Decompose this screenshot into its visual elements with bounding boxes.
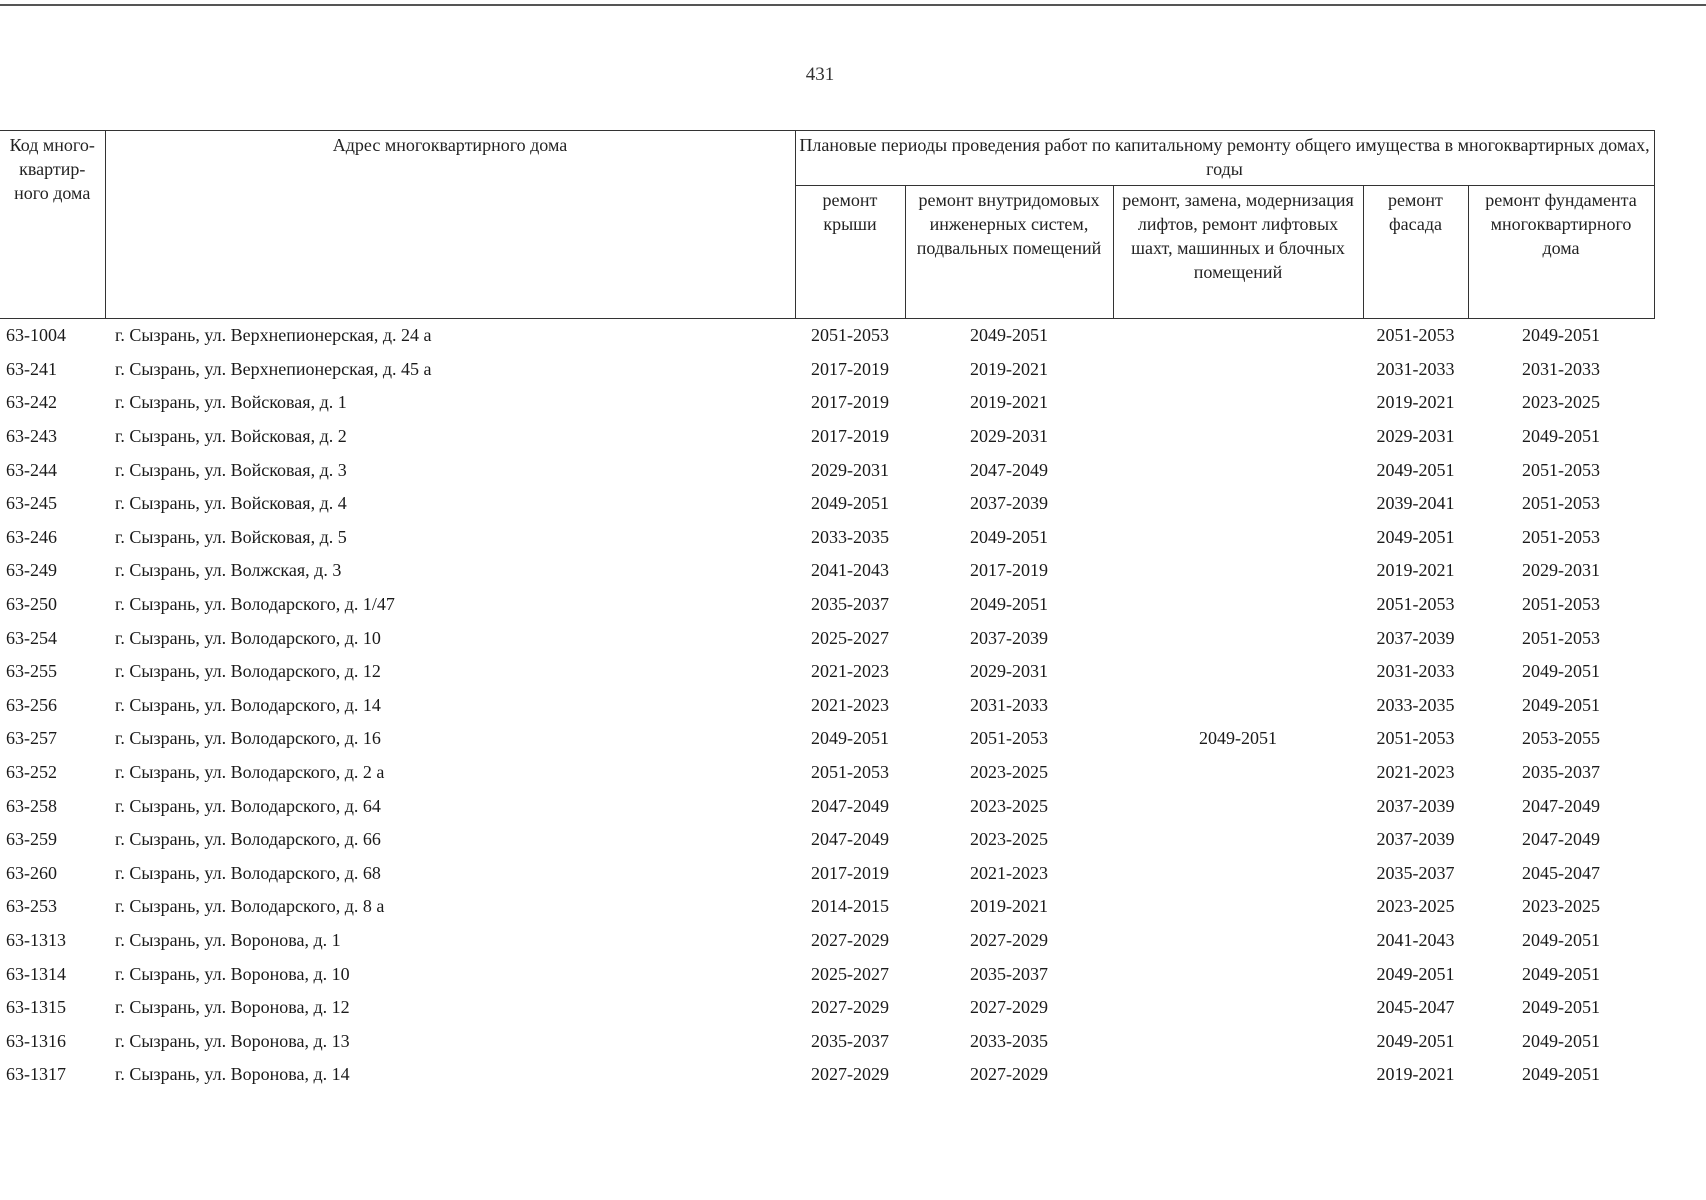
cell-roof-period: 2021-2023 (811, 694, 889, 715)
cell-elevators-period (1113, 453, 1363, 487)
cell-roof-period: 2027-2029 (811, 997, 889, 1018)
cell-code: 63-257 (6, 728, 57, 749)
cell-foundation-period: 2023-2025 (1522, 392, 1600, 413)
table-row (0, 386, 1654, 420)
cell-roof-period: 2033-2035 (811, 526, 889, 547)
cell-address: г. Сызрань, ул. Войсковая, д. 5 (115, 526, 347, 547)
cell-foundation-period: 2035-2037 (1522, 762, 1600, 783)
table-row (0, 890, 1654, 924)
cell-systems-period: 2049-2051 (970, 526, 1048, 547)
cell-code: 63-258 (6, 795, 57, 816)
cell-foundation-period: 2049-2051 (1522, 997, 1600, 1018)
cell-systems-period: 2023-2025 (970, 762, 1048, 783)
cell-code: 63-1315 (6, 997, 66, 1018)
cell-systems-period: 2037-2039 (970, 627, 1048, 648)
cell-code: 63-260 (6, 862, 57, 883)
cell-code: 63-254 (6, 627, 57, 648)
header-roof: ремонт крыши (795, 186, 905, 319)
cell-systems-period: 2023-2025 (970, 795, 1048, 816)
cell-code: 63-245 (6, 493, 57, 514)
cell-foundation-period: 2049-2051 (1522, 1030, 1600, 1051)
header-periods-group: Плановые периоды проведения работ по капитальному ремонту общего имущества в многоквартирных домах, годы (795, 131, 1654, 186)
table-row (0, 621, 1654, 655)
cell-elevators-period (1113, 554, 1363, 588)
cell-elevators-period (1113, 319, 1363, 353)
cell-foundation-period: 2051-2053 (1522, 627, 1600, 648)
cell-facade-period: 2051-2053 (1376, 594, 1455, 615)
cell-elevators-period (1113, 756, 1363, 790)
table-row (0, 420, 1654, 454)
cell-foundation-period: 2031-2033 (1522, 358, 1600, 379)
cell-systems-period: 2017-2019 (970, 560, 1048, 581)
cell-facade-period: 2049-2051 (1376, 459, 1455, 480)
cell-address: г. Сызрань, ул. Воронова, д. 1 (115, 929, 341, 950)
cell-code: 63-256 (6, 694, 57, 715)
cell-foundation-period: 2023-2025 (1522, 896, 1600, 917)
cell-foundation-period: 2051-2053 (1522, 526, 1600, 547)
cell-roof-period: 2049-2051 (811, 728, 889, 749)
cell-address: г. Сызрань, ул. Верхнепионерская, д. 24 а (105, 319, 795, 353)
cell-systems-period: 2027-2029 (970, 929, 1048, 950)
table-row (0, 689, 1654, 723)
cell-roof-period: 2017-2019 (811, 358, 889, 379)
cell-systems-period: 2049-2051 (970, 594, 1048, 615)
cell-facade-period: 2029-2031 (1376, 426, 1455, 447)
cell-systems-period: 2027-2029 (970, 1064, 1048, 1085)
cell-address: г. Сызрань, ул. Володарского, д. 8 а (115, 896, 385, 917)
cell-foundation-period: 2049-2051 (1522, 661, 1600, 682)
cell-elevators-period: 2049-2051 (1199, 728, 1277, 749)
cell-roof-period: 2029-2031 (811, 459, 889, 480)
cell-code: 63-249 (6, 560, 57, 581)
cell-roof-period: 2027-2029 (811, 1064, 889, 1085)
table-row (0, 789, 1654, 823)
cell-systems-period: 2029-2031 (970, 426, 1048, 447)
cell-foundation-period: 2053-2055 (1522, 728, 1600, 749)
cell-elevators-period (1113, 386, 1363, 420)
cell-address: г. Сызрань, ул. Володарского, д. 1/47 (115, 594, 395, 615)
cell-address: г. Сызрань, ул. Воронова, д. 14 (115, 1064, 350, 1085)
table-row (0, 554, 1654, 588)
cell-foundation-period: 2049-2051 (1522, 1064, 1600, 1085)
cell-roof-period: 2051-2053 (811, 762, 889, 783)
cell-roof-period: 2051-2053 (795, 319, 905, 353)
cell-code: 63-242 (6, 392, 57, 413)
cell-address: г. Сызрань, ул. Володарского, д. 14 (115, 694, 381, 715)
cell-foundation-period: 2047-2049 (1522, 829, 1600, 850)
header-systems: ремонт внутридомовых инженерных систем, подвальных помещений (905, 186, 1113, 319)
cell-facade-period: 2035-2037 (1376, 862, 1455, 883)
table-row (0, 991, 1654, 1025)
cell-foundation-period: 2051-2053 (1522, 459, 1600, 480)
cell-code: 63-1316 (6, 1030, 66, 1051)
cell-elevators-period (1113, 621, 1363, 655)
table-row (0, 521, 1654, 555)
cell-systems-period: 2049-2051 (905, 319, 1113, 353)
table-row (0, 655, 1654, 689)
header-code: Код много-квартир-ного дома (0, 131, 105, 319)
cell-foundation-period: 2051-2053 (1522, 493, 1600, 514)
cell-facade-period: 2051-2053 (1376, 728, 1455, 749)
cell-foundation-period: 2049-2051 (1468, 319, 1654, 353)
cell-facade-period: 2041-2043 (1376, 929, 1455, 950)
table-body (0, 319, 1654, 1092)
capital-repair-schedule-table (0, 130, 1655, 1092)
top-rule (0, 4, 1706, 6)
header-facade: ремонт фасада (1363, 186, 1468, 319)
table-row (0, 857, 1654, 891)
cell-elevators-period (1113, 1058, 1363, 1092)
page-number: 431 (805, 64, 835, 85)
cell-code: 63-244 (6, 459, 57, 480)
cell-roof-period: 2035-2037 (811, 1030, 889, 1051)
cell-systems-period: 2027-2029 (970, 997, 1048, 1018)
cell-elevators-period (1113, 689, 1363, 723)
cell-facade-period: 2023-2025 (1376, 896, 1455, 917)
cell-foundation-period: 2029-2031 (1522, 560, 1600, 581)
table-row (0, 1024, 1654, 1058)
cell-facade-period: 2019-2021 (1376, 392, 1455, 413)
cell-roof-period: 2017-2019 (811, 862, 889, 883)
cell-roof-period: 2017-2019 (811, 426, 889, 447)
cell-systems-period: 2029-2031 (970, 661, 1048, 682)
cell-elevators-period (1113, 823, 1363, 857)
cell-elevators-period (1113, 1024, 1363, 1058)
cell-code: 63-243 (6, 426, 57, 447)
cell-elevators-period (1113, 655, 1363, 689)
cell-roof-period: 2025-2027 (811, 963, 889, 984)
cell-code: 63-1314 (6, 963, 66, 984)
cell-systems-period: 2031-2033 (970, 694, 1048, 715)
cell-systems-period: 2037-2039 (970, 493, 1048, 514)
cell-elevators-period (1113, 588, 1363, 622)
header-foundation: ремонт фундамента многоквартирного дома (1468, 186, 1654, 319)
cell-roof-period: 2047-2049 (811, 829, 889, 850)
cell-elevators-period (1113, 957, 1363, 991)
cell-address: г. Сызрань, ул. Володарского, д. 10 (115, 627, 381, 648)
table-row (0, 756, 1654, 790)
cell-roof-period: 2021-2023 (811, 661, 889, 682)
table-row (0, 588, 1654, 622)
cell-roof-period: 2047-2049 (811, 795, 889, 816)
cell-facade-period: 2037-2039 (1376, 829, 1455, 850)
header-elevators: ремонт, замена, модернизация лифтов, ремонт лифтовых шахт, машинных и блочных помещений (1113, 186, 1363, 319)
cell-address: г. Сызрань, ул. Воронова, д. 10 (115, 963, 350, 984)
cell-address: г. Сызрань, ул. Воронова, д. 13 (115, 1030, 350, 1051)
cell-foundation-period: 2049-2051 (1522, 694, 1600, 715)
cell-code: 63-246 (6, 526, 57, 547)
cell-foundation-period: 2049-2051 (1522, 963, 1600, 984)
cell-roof-period: 2017-2019 (811, 392, 889, 413)
cell-facade-period: 2031-2033 (1376, 661, 1455, 682)
cell-code: 63-253 (6, 896, 57, 917)
cell-code: 63-255 (6, 661, 57, 682)
cell-code: 63-250 (6, 594, 57, 615)
cell-systems-period: 2051-2053 (970, 728, 1048, 749)
cell-facade-period: 2039-2041 (1376, 493, 1455, 514)
cell-facade-period: 2049-2051 (1376, 1030, 1455, 1051)
cell-elevators-period (1113, 857, 1363, 891)
cell-address: г. Сызрань, ул. Верхнепионерская, д. 45 а (115, 358, 432, 379)
cell-address: г. Сызрань, ул. Володарского, д. 2 а (115, 762, 385, 783)
cell-code: 63-1317 (6, 1064, 66, 1085)
cell-address: г. Сызрань, ул. Володарского, д. 66 (115, 829, 381, 850)
table-row (0, 353, 1654, 387)
cell-roof-period: 2014-2015 (811, 896, 889, 917)
cell-roof-period: 2049-2051 (811, 493, 889, 514)
cell-address: г. Сызрань, ул. Володарского, д. 68 (115, 862, 381, 883)
cell-systems-period: 2021-2023 (970, 862, 1048, 883)
cell-facade-period: 2045-2047 (1376, 997, 1455, 1018)
cell-address: г. Сызрань, ул. Воронова, д. 12 (115, 997, 350, 1018)
table-row (0, 1058, 1654, 1092)
header-row-group (0, 131, 1654, 186)
cell-elevators-period (1113, 991, 1363, 1025)
cell-elevators-period (1113, 789, 1363, 823)
table-row (0, 823, 1654, 857)
cell-elevators-period (1113, 487, 1363, 521)
cell-elevators-period (1113, 420, 1363, 454)
cell-code: 63-1004 (0, 319, 105, 353)
cell-systems-period: 2019-2021 (970, 392, 1048, 413)
cell-facade-period: 2019-2021 (1376, 1064, 1455, 1085)
table-row (0, 319, 1654, 353)
table-row (0, 722, 1654, 756)
cell-address: г. Сызрань, ул. Войсковая, д. 2 (115, 426, 347, 447)
cell-elevators-period (1113, 353, 1363, 387)
table-row (0, 453, 1654, 487)
cell-elevators-period (1113, 890, 1363, 924)
table-row (0, 924, 1654, 958)
cell-facade-period: 2019-2021 (1376, 560, 1455, 581)
cell-code: 63-1313 (6, 929, 66, 950)
table-row (0, 487, 1654, 521)
cell-facade-period: 2021-2023 (1376, 762, 1455, 783)
cell-systems-period: 2035-2037 (970, 963, 1048, 984)
header-address: Адрес многоквартирного дома (105, 131, 795, 319)
cell-foundation-period: 2047-2049 (1522, 795, 1600, 816)
cell-address: г. Сызрань, ул. Володарского, д. 16 (115, 728, 381, 749)
cell-roof-period: 2027-2029 (811, 929, 889, 950)
cell-address: г. Сызрань, ул. Володарского, д. 12 (115, 661, 381, 682)
cell-elevators-period (1113, 924, 1363, 958)
cell-foundation-period: 2049-2051 (1522, 426, 1600, 447)
cell-code: 63-241 (6, 358, 57, 379)
cell-facade-period: 2033-2035 (1376, 694, 1455, 715)
cell-facade-period: 2049-2051 (1376, 526, 1455, 547)
cell-address: г. Сызрань, ул. Войсковая, д. 4 (115, 493, 347, 514)
cell-systems-period: 2047-2049 (970, 459, 1048, 480)
cell-roof-period: 2025-2027 (811, 627, 889, 648)
cell-systems-period: 2019-2021 (970, 896, 1048, 917)
cell-code: 63-259 (6, 829, 57, 850)
cell-address: г. Сызрань, ул. Войсковая, д. 1 (115, 392, 347, 413)
cell-address: г. Сызрань, ул. Волжская, д. 3 (115, 560, 342, 581)
cell-systems-period: 2033-2035 (970, 1030, 1048, 1051)
table-row (0, 957, 1654, 991)
cell-systems-period: 2019-2021 (970, 358, 1048, 379)
cell-address: г. Сызрань, ул. Войсковая, д. 3 (115, 459, 347, 480)
cell-roof-period: 2035-2037 (811, 594, 889, 615)
cell-foundation-period: 2045-2047 (1522, 862, 1600, 883)
cell-foundation-period: 2049-2051 (1522, 929, 1600, 950)
cell-code: 63-252 (6, 762, 57, 783)
cell-systems-period: 2023-2025 (970, 829, 1048, 850)
cell-facade-period: 2031-2033 (1376, 358, 1455, 379)
cell-roof-period: 2041-2043 (811, 560, 889, 581)
cell-facade-period: 2051-2053 (1363, 319, 1468, 353)
cell-elevators-period (1113, 521, 1363, 555)
cell-facade-period: 2037-2039 (1376, 795, 1455, 816)
cell-foundation-period: 2051-2053 (1522, 594, 1600, 615)
cell-facade-period: 2049-2051 (1376, 963, 1455, 984)
cell-address: г. Сызрань, ул. Володарского, д. 64 (115, 795, 381, 816)
cell-facade-period: 2037-2039 (1376, 627, 1455, 648)
